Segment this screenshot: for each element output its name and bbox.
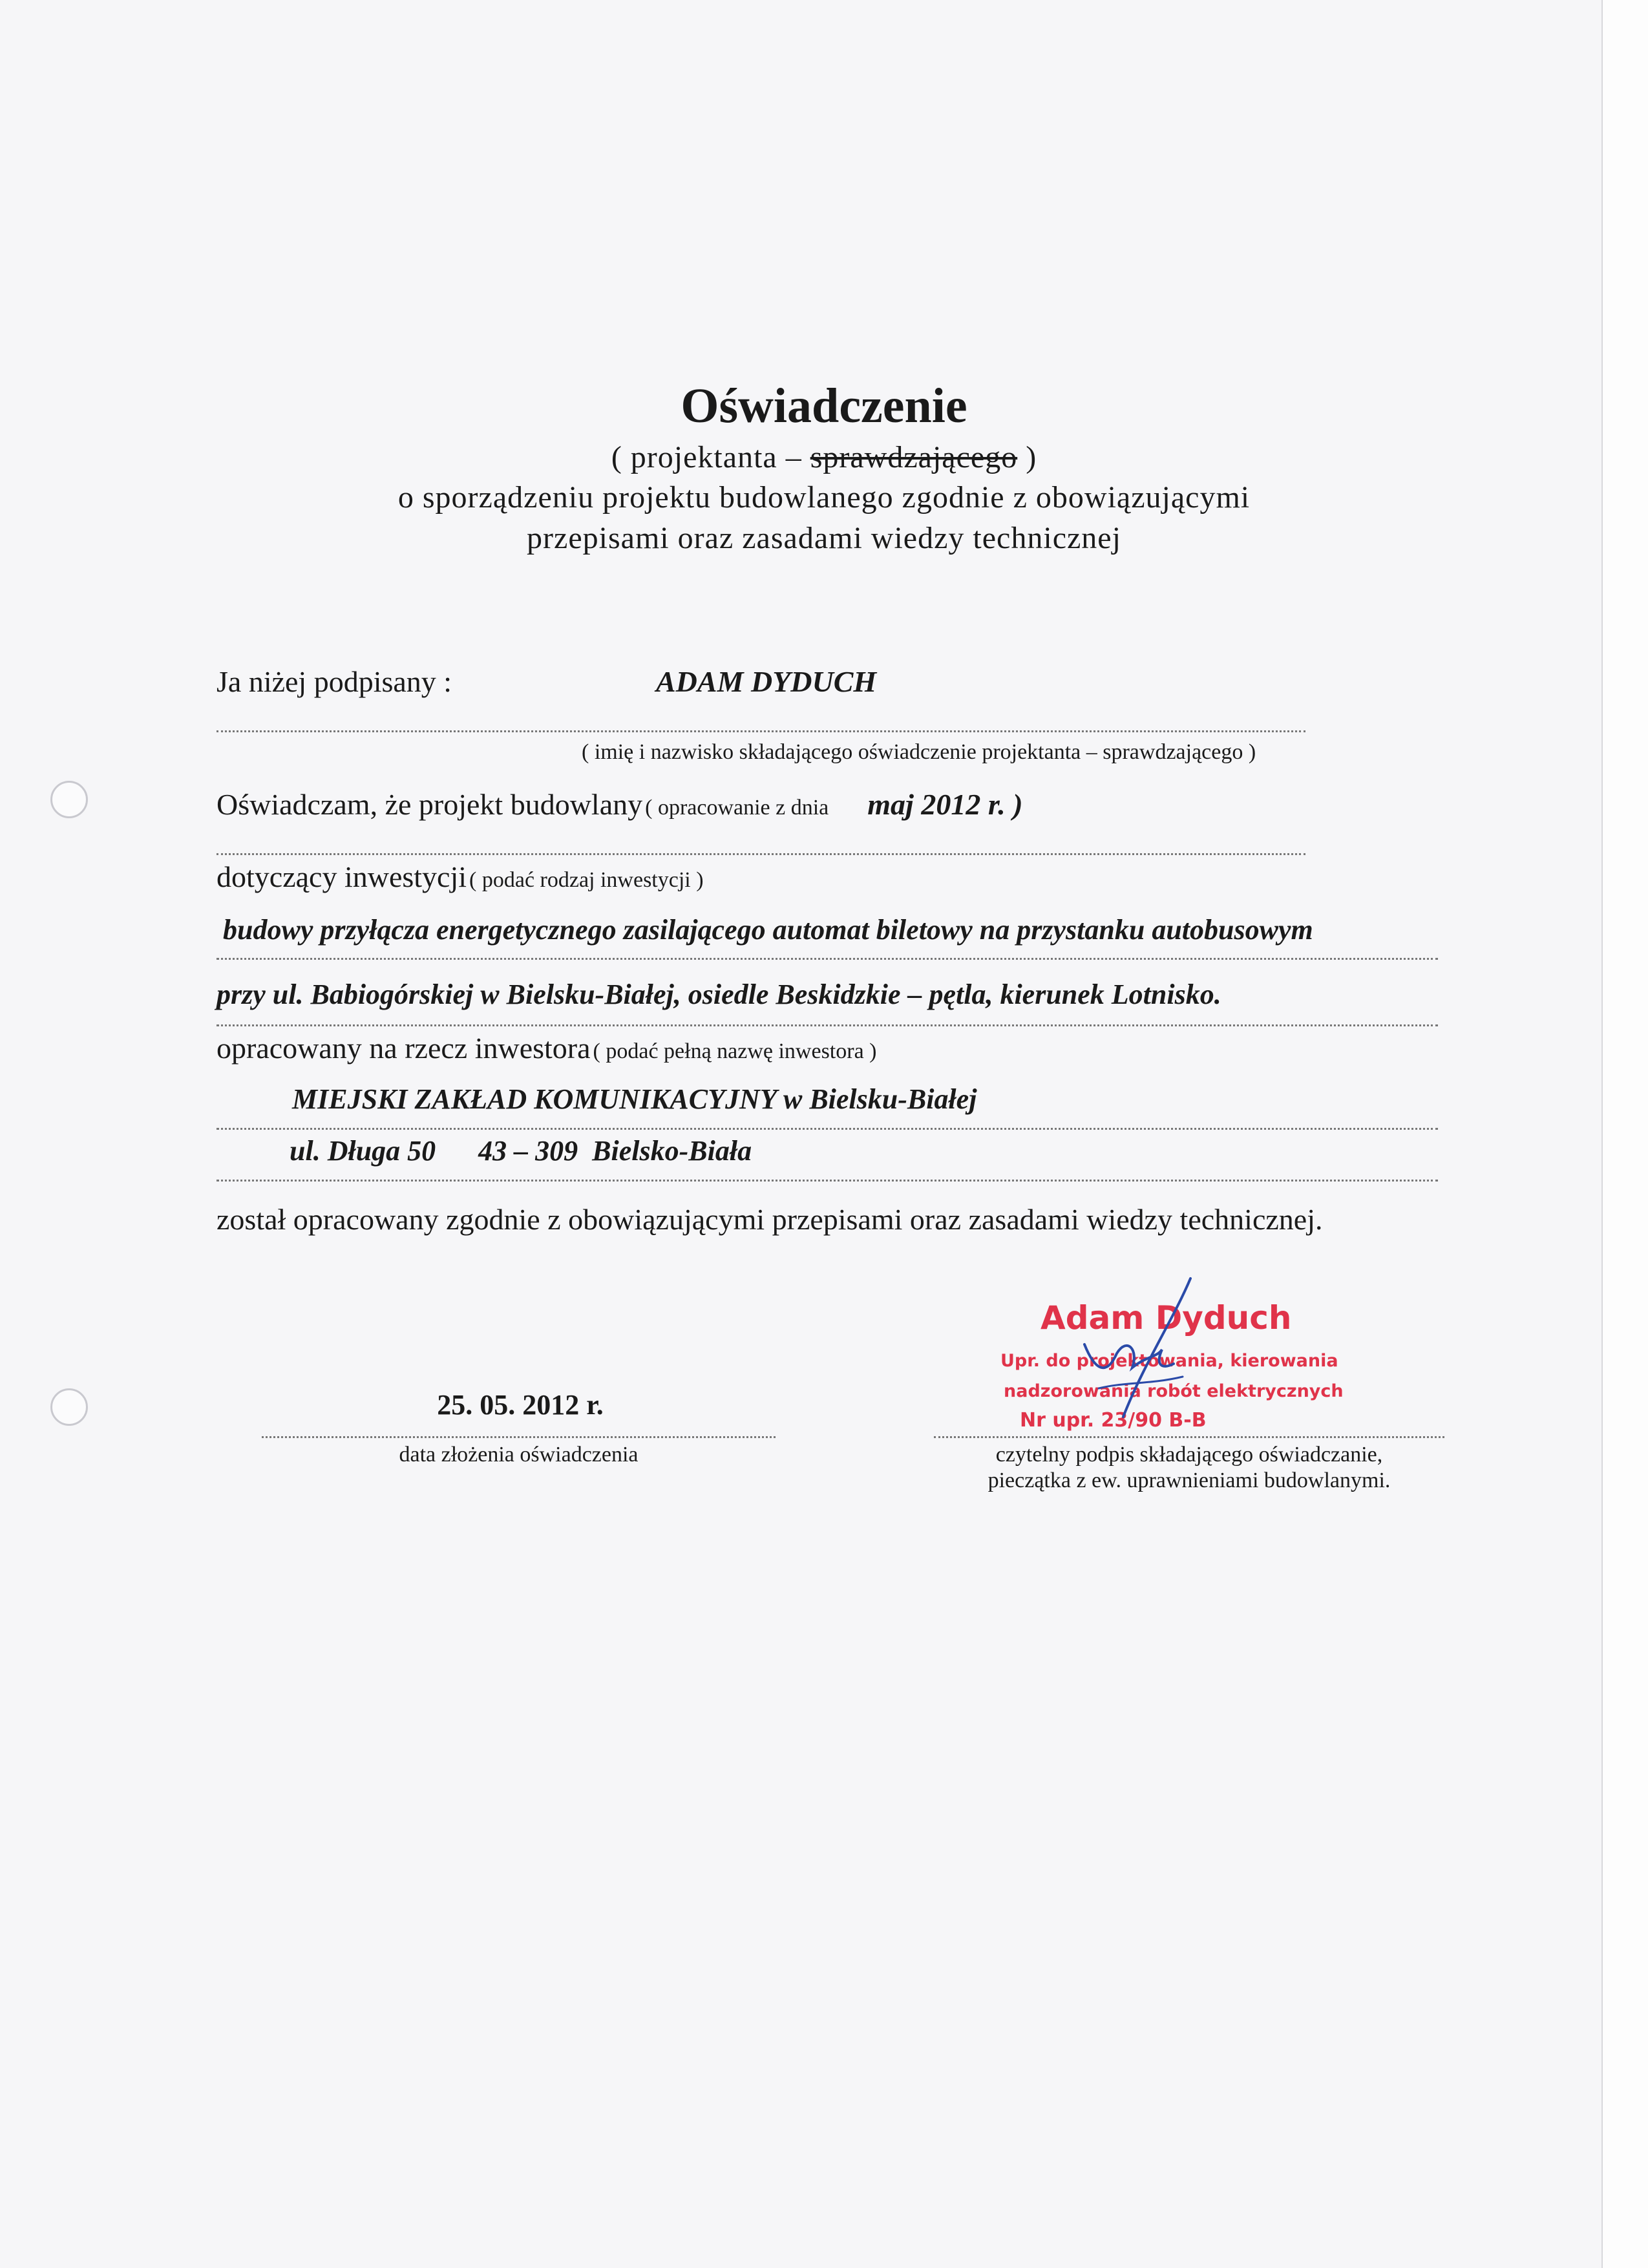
dotted-line (217, 958, 1438, 960)
stamp-line3: Nr upr. 23/90 B-B (1020, 1409, 1207, 1432)
dotted-line (217, 730, 1305, 732)
dotted-line (934, 1436, 1444, 1438)
conclusion-text: został opracowany zgodnie z obowiązującymi przepisami oraz zasadami wiedzy technicznej. (217, 1203, 1323, 1236)
investor-label-line: opracowany na rzecz inwestora ( podać pełną nazwę inwestora ) (217, 1032, 877, 1065)
dotted-line (217, 1128, 1438, 1130)
date-caption: data złożenia oświadczenia (399, 1443, 639, 1467)
investment-line2: przy ul. Babiogórskiej w Bielsku-Białej, osiedle Beskidzkie – pętla, kierunek Lotnisko. (217, 979, 1221, 1010)
dotted-line (262, 1436, 776, 1438)
handwritten-signature (1047, 1273, 1215, 1428)
signatory-name: ADAM DYDUCH (656, 665, 877, 698)
subtitle-line3: przepisami oraz zasadami wiedzy technicznej (527, 521, 1121, 555)
punch-hole-top (50, 781, 88, 818)
signatory-caption: ( imię i nazwisko składającego oświadczenie projektanta – sprawdzającego ) (582, 740, 1256, 764)
scan-edge (1601, 0, 1648, 2268)
dotted-line (217, 1024, 1438, 1026)
document-title: Oświadczenie (681, 379, 967, 433)
stamp-name: Adam Dyduch (1041, 1299, 1292, 1337)
investor-line1: MIEJSKI ZAKŁAD KOMUNIKACYJNY w Bielsku-Białej (292, 1083, 977, 1115)
dotted-line (217, 853, 1305, 855)
dotted-line (217, 1180, 1438, 1182)
struck-role: sprawdzającego (810, 440, 1018, 474)
declaration-line: Oświadczam, że projekt budowlany ( opracowanie z dnia maj 2012 r. ) (217, 788, 1023, 821)
investor-line2: ul. Długa 50 43 – 309 Bielsko-Biała (290, 1135, 752, 1167)
subtitle-role: ( projektanta – sprawdzającego ) (611, 440, 1037, 474)
subtitle-line2: o sporządzeniu projektu budowlanego zgodnie z obowiązującymi (397, 480, 1251, 514)
signatory-label: Ja niżej podpisany : (217, 665, 452, 698)
stamp-line1: Upr. do projektowania, kierowania (1000, 1351, 1338, 1371)
punch-hole-bottom (50, 1388, 88, 1426)
stamp-line2: nadzorowania robót elektrycznych (1004, 1381, 1344, 1401)
submission-date: 25. 05. 2012 r. (437, 1389, 604, 1421)
signature-caption-1: czytelny podpis składającego oświadczanie, (995, 1443, 1383, 1467)
investment-line1: budowy przyłącza energetycznego zasilającego automat biletowy na przystanku autobusowym (223, 914, 1313, 946)
signature-caption-2: pieczątka z ew. uprawnieniami budowlanymi. (988, 1468, 1391, 1492)
investment-label-line: dotyczący inwestycji ( podać rodzaj inwestycji ) (217, 860, 704, 893)
